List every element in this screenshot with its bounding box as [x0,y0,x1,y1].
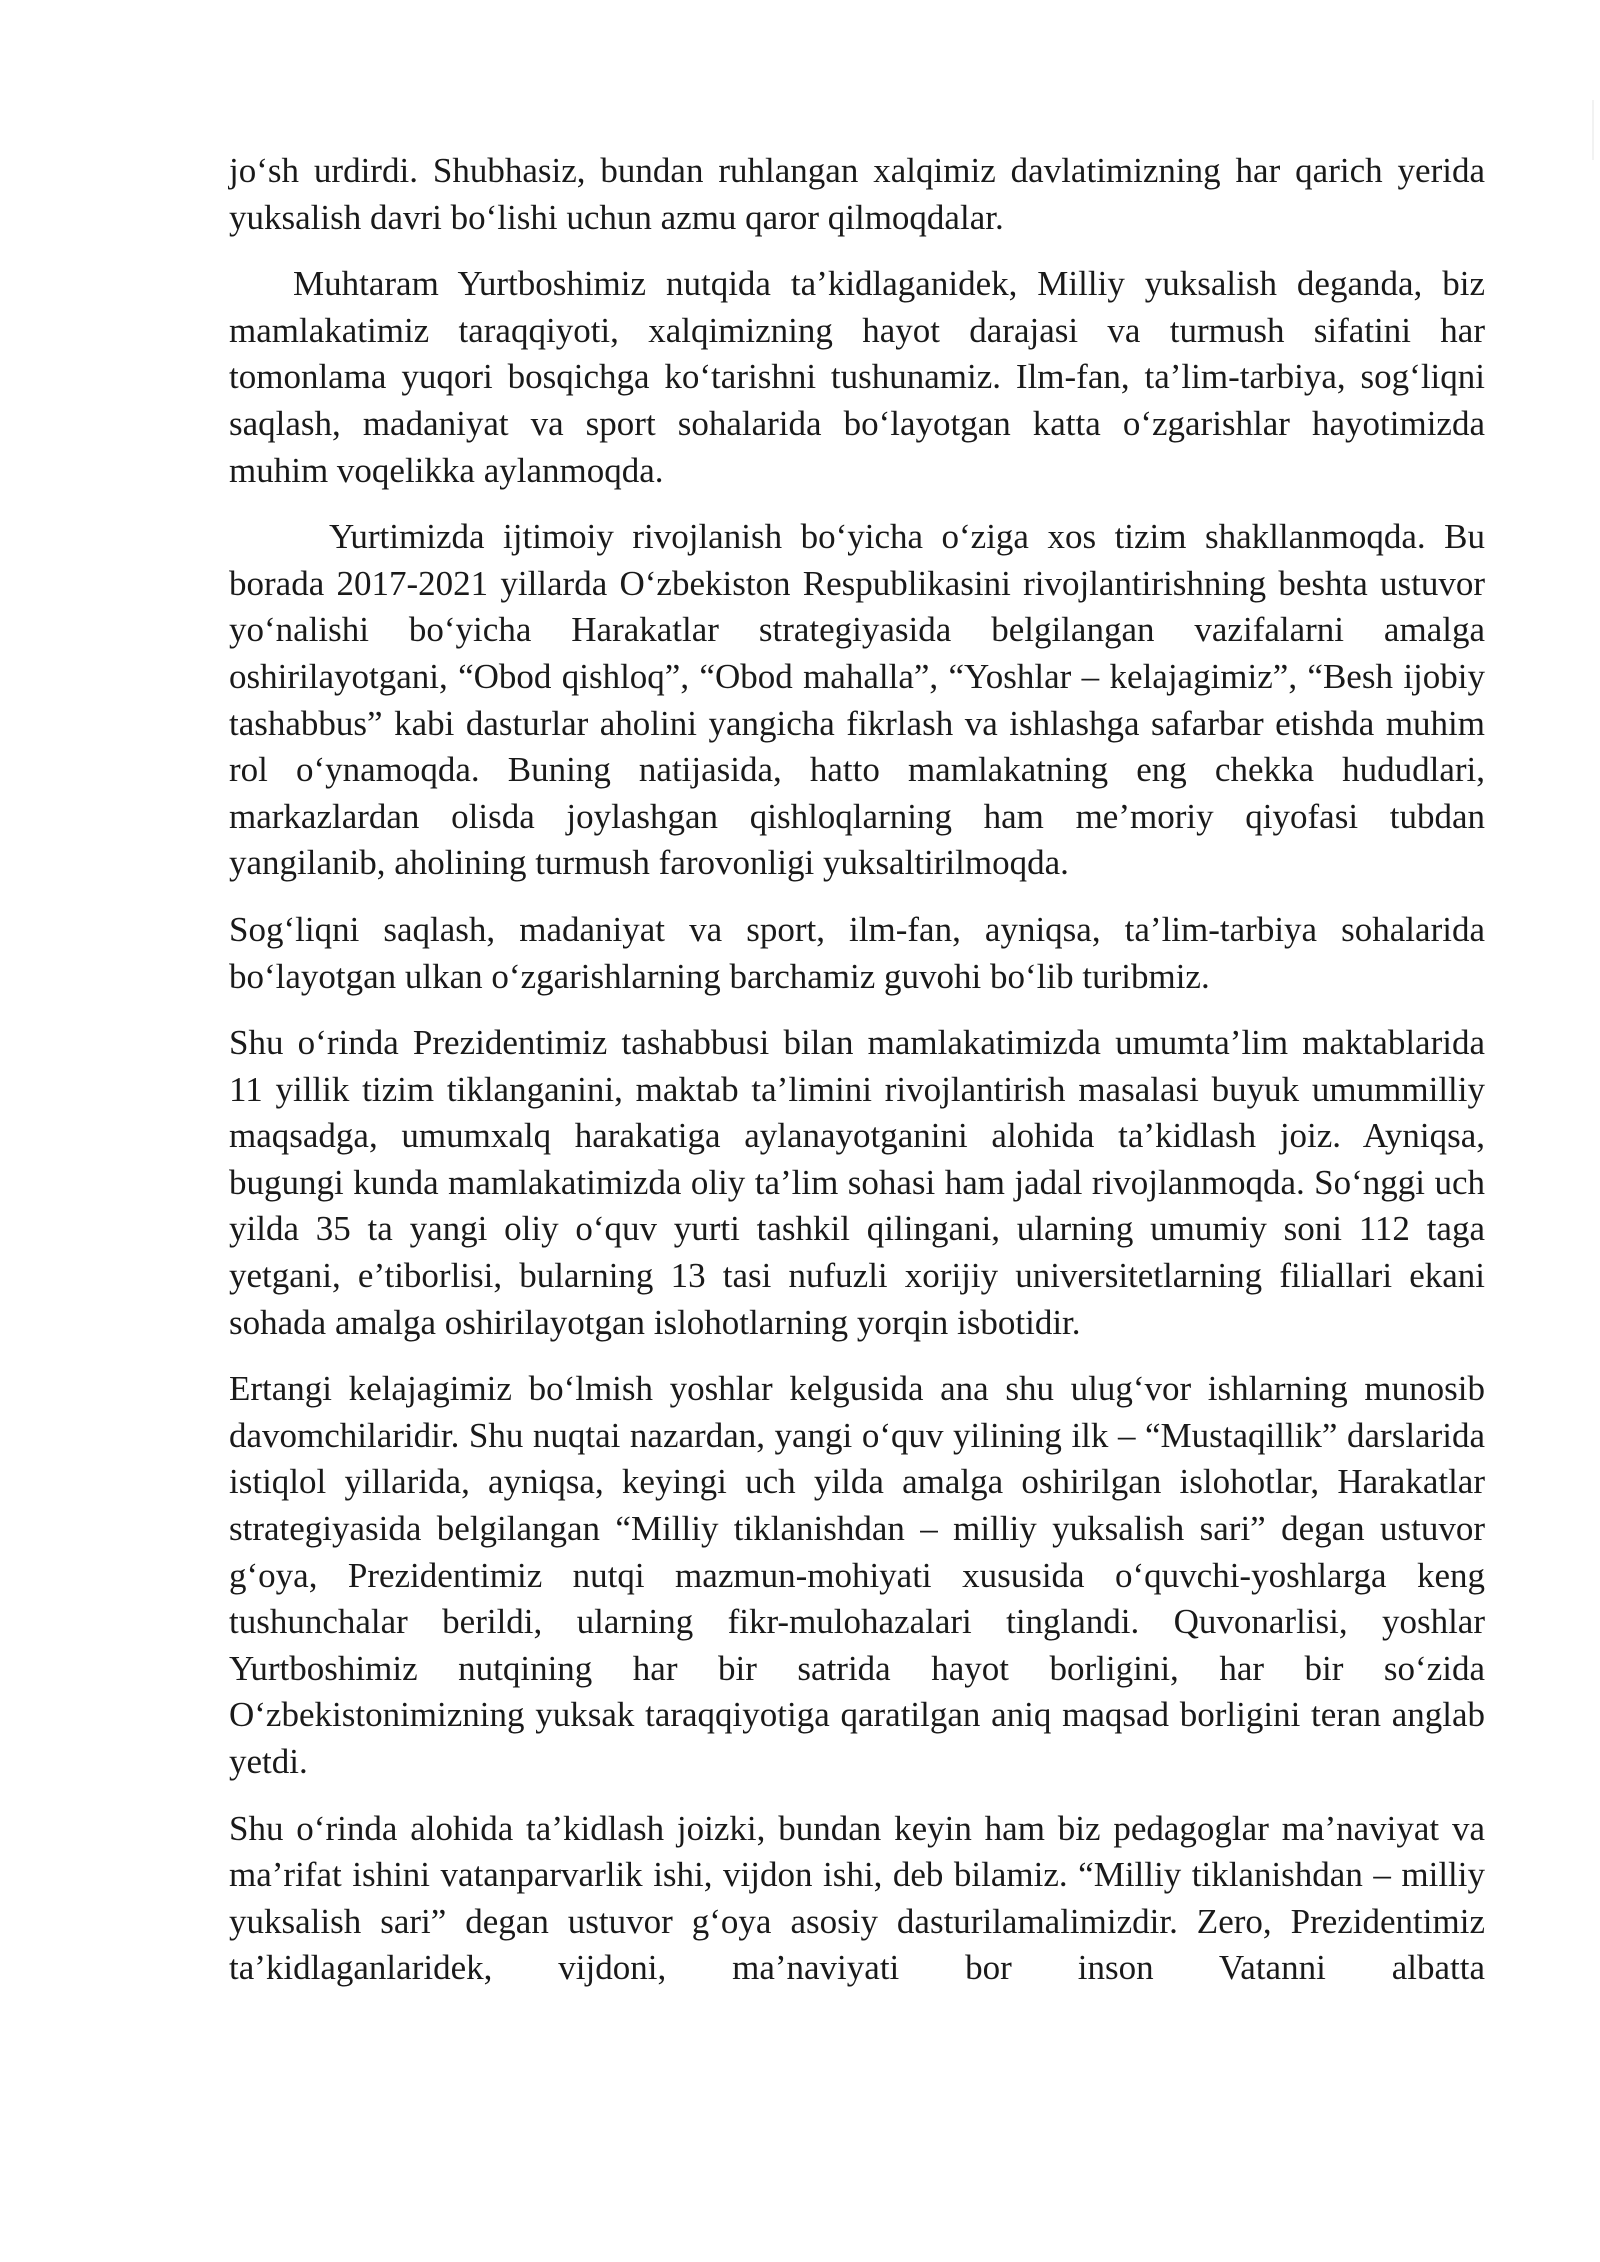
paragraph-3: Yurtimizda ijtimoiy rivojlanish bo‘yicha o‘ziga xos tizim shakllanmoqda. Bu borada 2017-2021 yillarda O‘zbekiston Respublikasini rivojlantirishning beshta ustuvor yo‘nalishi bo‘yicha Harakatlar strategiyasida belgilangan vazifalarni amalga oshirilayotgani, “Obod qishloq”, “Obod mahalla”, “Yoshlar – kelajagimiz”, “Besh ijobiy tashabbus” kabi dasturlar aholini yangicha fikrlash va ishlashga safarbar etishda muhim rol o‘ynamoqda. Buning natijasida, hatto mamlakatning eng chekka hududlari, markazlardan olisda joylashgan qishloqlarning ham me’moriy qiyofasi tubdan yangilanib, aholining turmush farovonligi yuksaltirilmoqda. [229,517,1485,883]
document-body [229,148,1485,2012]
paragraph-7: Shu o‘rinda alohida ta’kidlash joizki, bundan keyin ham biz pedagoglar ma’naviyat va ma’rifat ishini vatanparvarlik ishi, vijdon ishi, deb bilamiz. “Milliy tiklanishdan – milliy yuksalish sari” degan ustuvor g‘oya asosiy dasturilamalimizdir. Zero, Prezidentimiz ta’kidlaganlaridek, vijdoni, ma’naviyati bor inson Vatanni albatta [229,1808,1485,1988]
paragraph-6: Ertangi kelajagimiz bo‘lmish yoshlar kelgusida ana shu ulug‘vor ishlarning munosib davomchilaridir. Shu nuqtai nazardan, yangi o‘quv yilining ilk – “Mustaqillik” darslarida istiqlol yillarida, ayniqsa, keyingi uch yilda amalga oshirilgan islohotlar, Harakatlar strategiyasida belgilangan “Milliy tiklanishdan – milliy yuksalish sari” degan ustuvor g‘oya, Prezidentimiz nutqi mazmun-mohiyati xususida o‘quvchi-yoshlarga keng tushunchalar berildi, ularning fikr-mulohazalari tinglandi. Quvonarlisi, yoshlar Yurtboshimiz nutqining har bir satrida hayot borligini, har bir so‘zida O‘zbekistonimizning yuksak taraqqiyotiga qaratilgan aniq maqsad borligini teran anglab yetdi. [229,1369,1485,1781]
paragraph-2: Muhtaram Yurtboshimiz nutqida ta’kidlaganidek, Milliy yuksalish deganda, biz mamlakatimiz taraqqiyoti, xalqimizning hayot darajasi va turmush sifatini har tomonlama yuqori bosqichga ko‘tarishni tushunamiz. Ilm-fan, ta’lim-tarbiya, sog‘liqni saqlash, madaniyat va sport sohalarida bo‘layotgan katta o‘zgarishlar hayotimizda muhim voqelikka aylanmoqda. [229,264,1485,490]
page-edge-mark [1592,100,1594,160]
paragraph-4: Sog‘liqni saqlash, madaniyat va sport, ilm-fan, ayniqsa, ta’lim-tarbiya sohalarida bo‘layotgan ulkan o‘zgarishlarning barchamiz guvohi bo‘lib turibmiz. [229,909,1485,996]
paragraph-5: Shu o‘rinda Prezidentimiz tashabbusi bilan mamlakatimizda umumta’lim maktablarida 11 yillik tizim tiklanganini, maktab ta’limini rivojlantirish masalasi buyuk umummilliy maqsadga, umumxalq harakatiga aylanayotganini alohida ta’kidlash joiz. Ayniqsa, bugungi kunda mamlakatimizda oliy ta’lim sohasi ham jadal rivojlanmoqda. So‘nggi uch yilda 35 ta yangi oliy o‘quv yurti tashkil qilingani, ularning umumiy soni 112 taga yetgani, e’tiborlisi, bularning 13 tasi nufuzli xorijiy universitetlarning filiallari ekani sohada amalga oshirilayotgan islohotlarning yorqin isbotidir. [229,1023,1485,1342]
paragraph-1: jo‘sh urdirdi. Shubhasiz, bundan ruhlangan xalqimiz davlatimizning har qarich yerida yuksalish davri bo‘lishi uchun azmu qaror qilmoqdalar. [229,151,1485,237]
